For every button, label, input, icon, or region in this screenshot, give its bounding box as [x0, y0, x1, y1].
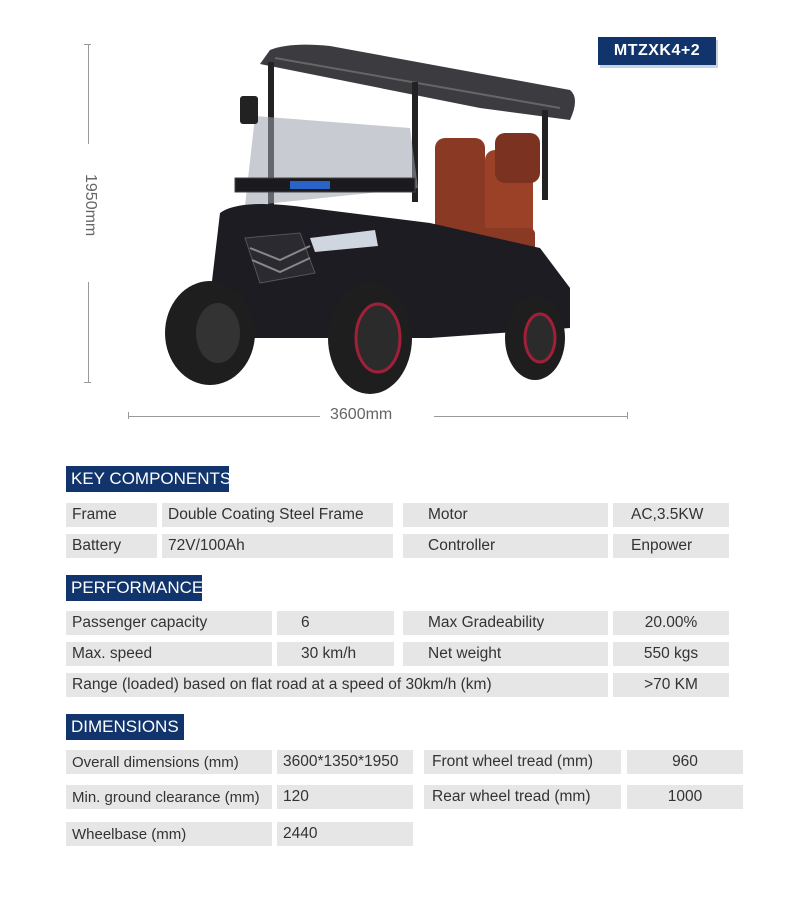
performance-header: PERFORMANCE: [66, 575, 202, 601]
height-dimension-line-bottom: [88, 282, 89, 382]
motor-label: Motor: [403, 503, 608, 527]
height-dimension-line-top: [88, 44, 89, 144]
max-speed-value: 30 km/h: [277, 642, 394, 666]
dimensions-header: DIMENSIONS: [66, 714, 184, 740]
rear-wheel-tread-value: 1000: [627, 785, 743, 809]
overall-dimensions-label: Overall dimensions (mm): [66, 750, 272, 774]
passenger-capacity-label: Passenger capacity: [66, 611, 272, 635]
frame-value: Double Coating Steel Frame: [162, 503, 393, 527]
model-badge: MTZXK4+2: [598, 37, 716, 65]
net-weight-value: 550 kgs: [613, 642, 729, 666]
controller-label: Controller: [403, 534, 608, 558]
length-dimension-label: 3600mm: [330, 406, 393, 423]
frame-label: Frame: [66, 503, 157, 527]
ground-clearance-value: 120: [277, 785, 413, 809]
ground-clearance-label: Min. ground clearance (mm): [66, 785, 272, 809]
motor-value: AC,3.5KW: [613, 503, 729, 527]
max-gradeability-label: Max Gradeability: [403, 611, 608, 635]
battery-label: Battery: [66, 534, 157, 558]
golf-cart-image: [150, 38, 590, 398]
passenger-capacity-value: 6: [277, 611, 394, 635]
max-gradeability-value: 20.00%: [613, 611, 729, 635]
height-dimension-tick-bottom: [84, 382, 91, 383]
front-wheel-tread-value: 960: [627, 750, 743, 774]
front-wheel-tread-label: Front wheel tread (mm): [424, 750, 621, 774]
controller-value: Enpower: [613, 534, 729, 558]
range-value: >70 KM: [613, 673, 729, 697]
length-dimension-line-left: [128, 416, 320, 417]
battery-value: 72V/100Ah: [162, 534, 393, 558]
wheelbase-label: Wheelbase (mm): [66, 822, 272, 846]
max-speed-label: Max. speed: [66, 642, 272, 666]
rear-wheel-tread-label: Rear wheel tread (mm): [424, 785, 621, 809]
net-weight-label: Net weight: [403, 642, 608, 666]
height-dimension-label: 1950mm: [82, 174, 99, 237]
wheelbase-value: 2440: [277, 822, 413, 846]
overall-dimensions-value: 3600*1350*1950: [277, 750, 413, 774]
length-dimension-tick-right: [627, 412, 628, 419]
range-label: Range (loaded) based on flat road at a speed of 30km/h (km): [66, 673, 608, 697]
key-components-header: KEY COMPONENTS: [66, 466, 229, 492]
length-dimension-line-right: [434, 416, 628, 417]
